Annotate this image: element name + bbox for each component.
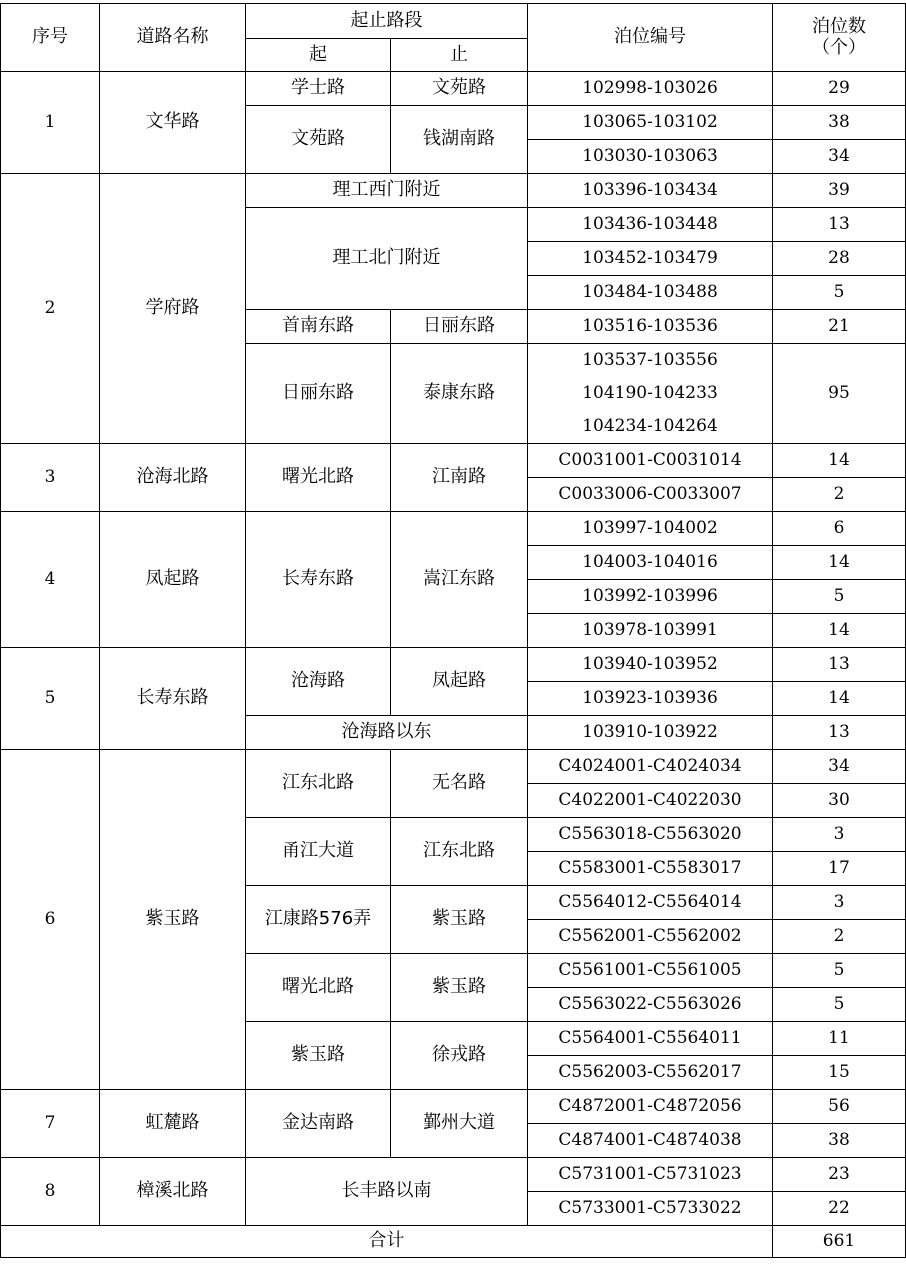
code-line: 104234-104264 (582, 416, 718, 436)
code-cell: C4874001-C4874038 (528, 1124, 773, 1158)
header-count-line2: （个） (812, 36, 866, 58)
segment-from-cell: 学士路 (246, 72, 391, 106)
code-cell: 103396-103434 (528, 174, 773, 208)
road-name-cell: 文华路 (100, 72, 246, 174)
code-cell: C5563018-C5563020 (528, 818, 773, 852)
count-cell: 13 (773, 208, 906, 242)
count-cell: 14 (773, 614, 906, 648)
road-name-cell: 虹麓路 (100, 1090, 246, 1158)
road-name-cell: 学府路 (100, 174, 246, 444)
segment-from-cell: 文苑路 (246, 106, 391, 174)
table-row (1, 444, 906, 478)
code-cell: 103065-103102 (528, 106, 773, 140)
count-cell: 14 (773, 546, 906, 580)
road-name-cell: 紫玉路 (100, 750, 246, 1090)
code-cell: C5564012-C5564014 (528, 886, 773, 920)
segment-from-cell: 江东北路 (246, 750, 391, 818)
count-cell: 2 (773, 478, 906, 512)
code-cell (528, 344, 773, 444)
code-cell: 103910-103922 (528, 716, 773, 750)
code-cell: 103992-103996 (528, 580, 773, 614)
count-cell: 34 (773, 750, 906, 784)
segment-to-cell: 紫玉路 (391, 886, 528, 954)
segment-to-cell: 无名路 (391, 750, 528, 818)
count-cell: 56 (773, 1090, 906, 1124)
code-cell: C5563022-C5563026 (528, 988, 773, 1022)
code-cell: C5733001-C5733022 (528, 1192, 773, 1226)
count-cell: 6 (773, 512, 906, 546)
code-cell: 104003-104016 (528, 546, 773, 580)
count-cell: 30 (773, 784, 906, 818)
header-count (773, 4, 906, 72)
count-cell: 28 (773, 242, 906, 276)
seq-cell: 7 (1, 1090, 100, 1158)
segment-from-cell: 江康路576弄 (246, 886, 391, 954)
count-cell: 29 (773, 72, 906, 106)
segment-from-cell: 紫玉路 (246, 1022, 391, 1090)
segment-from-cell: 日丽东路 (246, 344, 391, 444)
header-row (1, 4, 906, 39)
code-cell: 103978-103991 (528, 614, 773, 648)
code-cell: C4024001-C4024034 (528, 750, 773, 784)
table-row (1, 72, 906, 106)
table-row (1, 1090, 906, 1124)
code-cell: 103436-103448 (528, 208, 773, 242)
segment-to-cell: 凤起路 (391, 648, 528, 716)
count-cell: 3 (773, 886, 906, 920)
count-cell: 13 (773, 716, 906, 750)
count-cell: 38 (773, 106, 906, 140)
code-cell: C0033006-C0033007 (528, 478, 773, 512)
segment-from-cell: 长寿东路 (246, 512, 391, 648)
road-name-cell: 樟溪北路 (100, 1158, 246, 1226)
header-segment: 起止路段 (246, 4, 528, 39)
code-line: 103537-103556 (582, 350, 718, 370)
table-row (1, 512, 906, 546)
table-row (1, 648, 906, 682)
segment-to-cell: 日丽东路 (391, 310, 528, 344)
count-cell: 3 (773, 818, 906, 852)
count-cell: 23 (773, 1158, 906, 1192)
code-cell: 103452-103479 (528, 242, 773, 276)
count-cell: 14 (773, 682, 906, 716)
code-cell: C5562003-C5562017 (528, 1056, 773, 1090)
count-cell: 14 (773, 444, 906, 478)
seq-cell: 2 (1, 174, 100, 444)
code-line: 104190-104233 (582, 383, 718, 403)
total-value: 661 (773, 1226, 906, 1258)
seq-cell: 3 (1, 444, 100, 512)
road-name-cell: 长寿东路 (100, 648, 246, 750)
road-name-cell: 沧海北路 (100, 444, 246, 512)
header-to: 止 (391, 39, 528, 72)
segment-from-cell: 金达南路 (246, 1090, 391, 1158)
segment-from-cell: 甬江大道 (246, 818, 391, 886)
code-cell: 102998-103026 (528, 72, 773, 106)
segment-from-cell: 沧海路 (246, 648, 391, 716)
segment-to-cell: 江南路 (391, 444, 528, 512)
seq-cell: 1 (1, 72, 100, 174)
road-name-cell: 凤起路 (100, 512, 246, 648)
count-cell: 22 (773, 1192, 906, 1226)
count-cell: 5 (773, 988, 906, 1022)
code-cell: C5583001-C5583017 (528, 852, 773, 886)
count-cell: 11 (773, 1022, 906, 1056)
seq-cell: 8 (1, 1158, 100, 1226)
table-body (1, 4, 906, 1258)
table-row (1, 1158, 906, 1192)
segment-from-cell: 首南东路 (246, 310, 391, 344)
seq-cell: 6 (1, 750, 100, 1090)
segment-span-cell: 理工西门附近 (246, 174, 528, 208)
segment-span-cell: 沧海路以东 (246, 716, 528, 750)
code-cell: 103997-104002 (528, 512, 773, 546)
total-label: 合计 (1, 1226, 773, 1258)
count-cell: 5 (773, 580, 906, 614)
count-cell: 15 (773, 1056, 906, 1090)
count-cell: 2 (773, 920, 906, 954)
count-cell: 5 (773, 276, 906, 310)
code-cell: 103940-103952 (528, 648, 773, 682)
code-cell: C4022001-C4022030 (528, 784, 773, 818)
seq-cell: 4 (1, 512, 100, 648)
count-cell: 13 (773, 648, 906, 682)
header-count-line1: 泊位数 (812, 15, 866, 37)
count-cell: 95 (773, 344, 906, 444)
code-cell: 103030-103063 (528, 140, 773, 174)
header-seq: 序号 (1, 4, 100, 72)
count-cell: 21 (773, 310, 906, 344)
code-cell: C5731001-C5731023 (528, 1158, 773, 1192)
segment-to-cell: 嵩江东路 (391, 512, 528, 648)
code-cell: 103516-103536 (528, 310, 773, 344)
segment-span-cell: 长丰路以南 (246, 1158, 528, 1226)
code-cell: 103923-103936 (528, 682, 773, 716)
code-cell: 103484-103488 (528, 276, 773, 310)
count-cell: 5 (773, 954, 906, 988)
header-road: 道路名称 (100, 4, 246, 72)
segment-to-cell: 江东北路 (391, 818, 528, 886)
header-from: 起 (246, 39, 391, 72)
code-cell: C4872001-C4872056 (528, 1090, 773, 1124)
segment-to-cell: 文苑路 (391, 72, 528, 106)
table-row (1, 174, 906, 208)
header-codes: 泊位编号 (528, 4, 773, 72)
count-cell: 38 (773, 1124, 906, 1158)
segment-from-cell: 曙光北路 (246, 444, 391, 512)
code-cell: C5561001-C5561005 (528, 954, 773, 988)
code-cell: C5564001-C5564011 (528, 1022, 773, 1056)
segment-to-cell: 泰康东路 (391, 344, 528, 444)
segment-from-cell: 曙光北路 (246, 954, 391, 1022)
code-cell: C5562001-C5562002 (528, 920, 773, 954)
table-row (1, 750, 906, 784)
segment-span-cell: 理工北门附近 (246, 208, 528, 310)
parking-table (0, 3, 906, 1258)
segment-to-cell: 钱湖南路 (391, 106, 528, 174)
segment-to-cell: 徐戎路 (391, 1022, 528, 1090)
total-row (1, 1226, 906, 1258)
segment-to-cell: 鄞州大道 (391, 1090, 528, 1158)
segment-to-cell: 紫玉路 (391, 954, 528, 1022)
count-cell: 39 (773, 174, 906, 208)
count-cell: 17 (773, 852, 906, 886)
seq-cell: 5 (1, 648, 100, 750)
code-cell: C0031001-C0031014 (528, 444, 773, 478)
count-cell: 34 (773, 140, 906, 174)
